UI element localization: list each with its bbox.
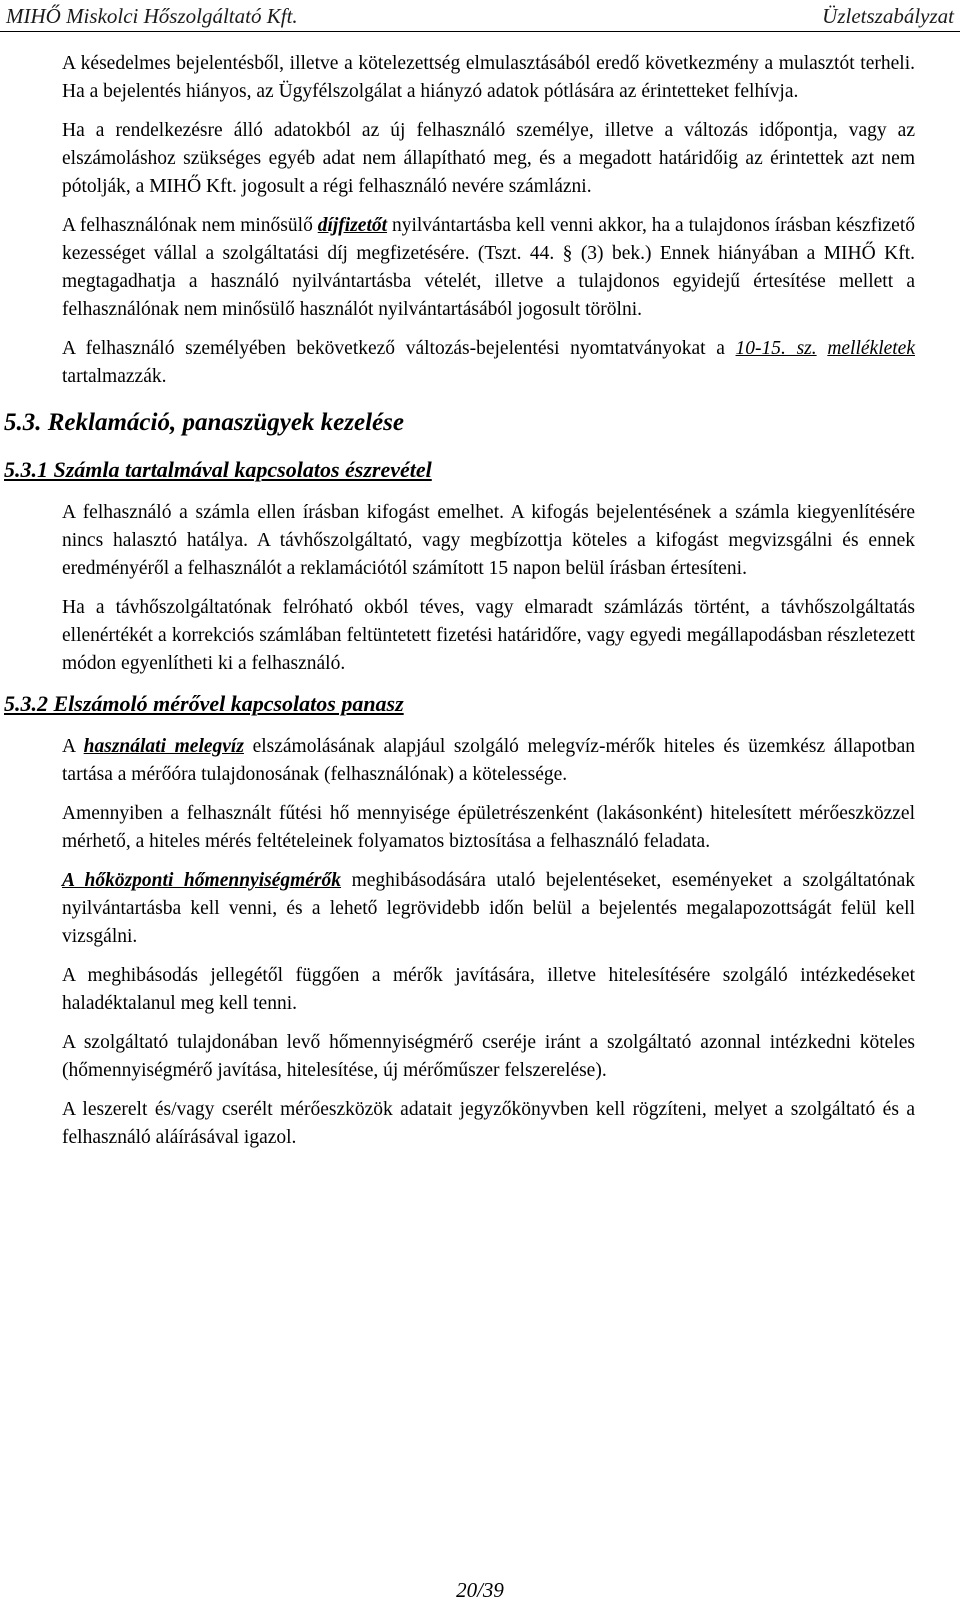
section-heading-5-3: 5.3. Reklamáció, panaszügyek kezelése xyxy=(4,409,404,436)
document-title: Üzletszabályzat xyxy=(822,4,954,28)
heat-meter-term: A hőközponti hőmennyiségmérők xyxy=(62,870,342,891)
header-divider xyxy=(0,31,960,32)
fee-payer-term: díjfizetőt xyxy=(317,215,388,236)
paragraph-invoice-objection: A felhasználó a számla ellen írásban kifogást emelhet. A kifogás bejelentésének a számla kiegyenlítésére nincs halasztó hatálya. A távhőszolgáltató, vagy megbízottja köteles a kifogást megvizsgálni és ennek eredményéről a felhasználót a reklamációtól számított 15 napon belül írásban értesíteni. xyxy=(62,502,915,579)
document-body xyxy=(4,50,915,1163)
paragraph-late-notice: A késedelmes bejelentésből, illetve a kötelezettség elmulasztásából eredő következmény a mulasztót terheli. Ha a bejelentés hiányos, az Ügyfélszolgálat a hiányzó adatok pótlására az érintetteket felhívja. xyxy=(62,53,915,102)
paragraph-meter-replacement: A szolgáltató tulajdonában levő hőmennyiségmérő cseréje iránt a szolgáltató azonnal intézkedni köteles (hőmennyiségmérő javítása, hitelesítése, új mérőműszer felszerelése). xyxy=(62,1032,915,1081)
page-header xyxy=(0,0,960,32)
paragraph-repair-measures: A meghibásodás jellegétől függően a mérők javítására, illetve hitelesítésére szolgáló intézkedéseket haladéktalanul meg kell tenni. xyxy=(62,965,915,1014)
section-heading-5-3-1: 5.3.1 Számla tartalmával kapcsolatos észrevétel xyxy=(4,457,432,482)
annex-link-word[interactable]: mellékletek xyxy=(827,338,915,359)
paragraph-hot-water-meter: A használati melegvíz elszámolásának alapjául szolgáló melegvíz-mérők hiteles és üzemkész állapotban tartása a mérőóra tulajdonosának (felhasználónak) a kötelessége. xyxy=(62,736,915,785)
paragraph-removed-meters: A leszerelt és/vagy cserélt mérőeszközök adatait jegyzőkönyvben kell rögzíteni, melyet a szolgáltató és a felhasználó aláírásával igazol. xyxy=(62,1099,915,1148)
hot-water-term: használati melegvíz xyxy=(83,736,244,757)
paragraph-forms: A felhasználó személyében bekövetkező változás-bejelentési nyomtatványokat a 10-15. sz. mellékletek tartalmazzák. xyxy=(62,338,915,387)
paragraph-heating-meter: Amennyiben a felhasznált fűtési hő mennyisége épületrészenként (lakásonként) hitelesített mérőeszközzel mérhető, a hiteles mérés feltételeinek folyamatos biztosítása a felhasználó feladata. xyxy=(62,803,915,852)
company-name: MIHŐ Miskolci Hőszolgáltató Kft. xyxy=(6,4,298,28)
paragraph-fee-payer: A felhasználónak nem minősülő díjfizetőt nyilvántartásba kell venni akkor, ha a tulajdonos írásban készfizető kezességet vállal a szolgáltatási díj megfizetésére. (Tszt. 44. § (3) bek.) Ennek hiányában a MIHŐ Kft. megtagadhatja a használó nyilvántartásba vételét, illetve a tulajdonos egyidejű értesítése mellett a felhasználónak nem minősülő használót nyilvántartásából jogosult törölni. xyxy=(62,215,915,320)
annex-link-numbers[interactable]: 10-15. sz. xyxy=(735,338,817,359)
paragraph-heat-meter-faults: A hőközponti hőmennyiségmérők meghibásodására utaló bejelentéseket, eseményeket a szolgáltatónak nyilvántartásba kell venni, és a lehető legrövidebb időn belül a bejelentés megalapozottságát felül kell vizsgálni. xyxy=(62,870,915,947)
page-number: 20/39 xyxy=(456,1578,504,1602)
paragraph-incorrect-billing: Ha a távhőszolgáltatónak felróható okból téves, vagy elmaradt számlázás történt, a távhőszolgáltatás ellenértékét a korrekciós számlában feltüntetett fizetési határidőre, vagy egyedi megállapodásban részletezett módon egyenlítheti ki a felhasználó. xyxy=(62,597,915,674)
section-heading-5-3-2: 5.3.2 Elszámoló mérővel kapcsolatos panasz xyxy=(4,691,404,716)
paragraph-missing-data: Ha a rendelkezésre álló adatokból az új felhasználó személye, illetve a változás időpontja, vagy az elszámoláshoz szükséges egyéb adat nem állapítható meg, és a megadott határidőig az érintettek azt nem pótolják, a MIHŐ Kft. jogosult a régi felhasználó nevére számlázni. xyxy=(62,120,915,197)
